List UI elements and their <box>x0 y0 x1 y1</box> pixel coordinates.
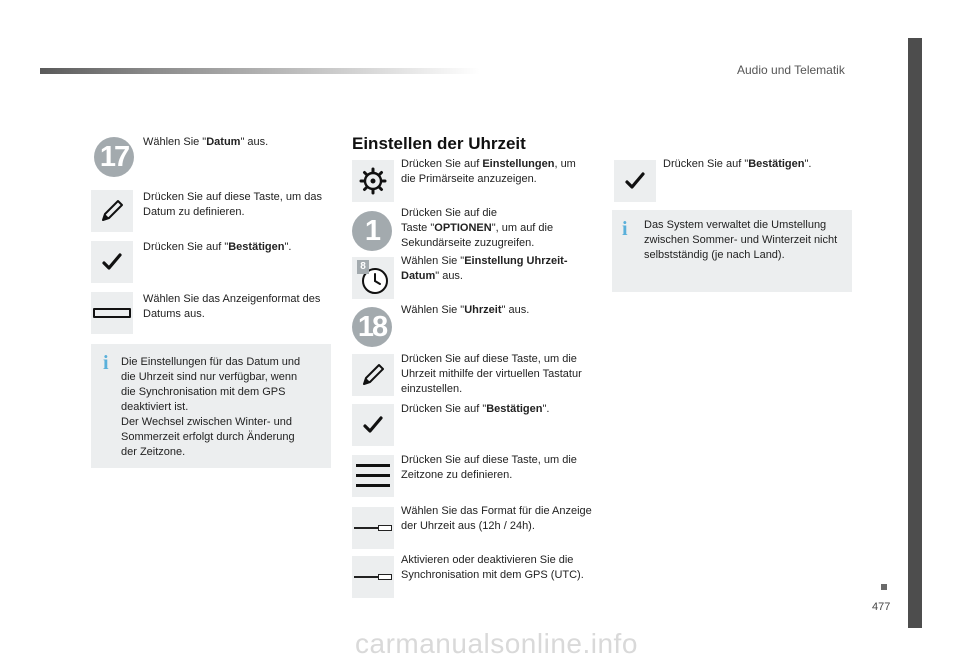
page-marker <box>881 584 887 590</box>
confirm-text: Drücken Sie auf "Bestätigen". <box>143 241 292 253</box>
clock-button[interactable] <box>352 257 394 299</box>
section-title: Audio und Telematik <box>737 63 845 77</box>
toggle-icon <box>354 576 392 578</box>
menu-icon <box>356 462 390 490</box>
format-bar-icon <box>93 308 131 318</box>
confirm-time-text: Drücken Sie auf "Bestätigen". <box>401 403 550 415</box>
page-edge-bar <box>908 38 922 628</box>
format-text: Wählen Sie das Anzeigenformat des Datums aus. <box>143 293 321 320</box>
confirm-text-right: Drücken Sie auf "Bestätigen". <box>663 158 812 170</box>
pencil-icon <box>98 197 126 225</box>
step-17-text: Wählen Sie "Datum" aus. <box>143 136 269 148</box>
confirm-button-right[interactable] <box>614 160 656 202</box>
time-format-text: Wählen Sie das Format für die Anzeige der Uhrzeit aus (12h / 24h). <box>401 505 592 532</box>
pencil-button[interactable] <box>91 190 133 232</box>
info-icon: i <box>622 218 628 240</box>
header-gradient-bar <box>40 68 480 74</box>
gear-icon <box>359 167 387 195</box>
format-selector[interactable] <box>91 292 133 334</box>
timezone-text: Drücken Sie auf diese Taste, um die Zeitzone zu definieren. <box>401 454 577 481</box>
info-box-date <box>91 344 331 468</box>
info-text: Die Einstellungen für das Datum und die Uhrzeit sind nur verfügbar, wenn die Synchronisation mit dem GPS deaktiviert ist. Der Wechsel zwischen Winter- und Sommerzeit erfolgt durch Änderung der Zeitzone. <box>121 356 301 458</box>
step-17-badge: 17 <box>94 137 134 177</box>
section-heading: Einstellen der Uhrzeit <box>352 134 526 153</box>
gps-sync-toggle[interactable] <box>352 556 394 598</box>
time-pencil-button[interactable] <box>352 354 394 396</box>
checkmark-icon <box>624 170 646 192</box>
time-pencil-text: Drücken Sie auf diese Taste, um die Uhrzeit mithilfe der virtuellen Tastatur einzustellen. <box>401 353 582 395</box>
watermark: carmanualsonline.info <box>355 628 638 659</box>
info-icon: i <box>103 352 109 374</box>
step-18-text: Wählen Sie "Uhrzeit" aus. <box>401 304 530 316</box>
settings-button[interactable] <box>352 160 394 202</box>
confirm-time-button[interactable] <box>352 404 394 446</box>
step-1-badge: 1 <box>352 211 392 251</box>
clock-badge: 8 <box>357 260 369 274</box>
timezone-menu-button[interactable] <box>352 455 394 497</box>
pencil-text: Drücken Sie auf diese Taste, um das Datum zu definieren. <box>143 191 322 218</box>
checkmark-icon <box>362 414 384 436</box>
info-text-dst: Das System verwaltet die Umstellung zwischen Sommer- und Winterzeit nicht selbstständig (je nach Land). <box>644 219 838 261</box>
gps-sync-text: Aktivieren oder deaktivieren Sie die Synchronisation mit dem GPS (UTC). <box>401 554 584 581</box>
checkmark-icon <box>101 251 123 273</box>
settings-text: Drücken Sie auf Einstellungen, um die Primärseite anzuzeigen. <box>401 158 576 185</box>
toggle-icon <box>354 527 392 529</box>
step-18-badge: 18 <box>352 307 392 347</box>
info-box-dst <box>612 210 852 292</box>
time-format-toggle[interactable] <box>352 507 394 549</box>
step-1-text: Drücken Sie auf die Taste "OPTIONEN", um auf die Sekundärseite zuzugreifen. <box>401 207 554 249</box>
clock-text: Wählen Sie "Einstellung Uhrzeit-Datum" aus. <box>401 255 568 282</box>
page-number: 477 <box>872 601 891 613</box>
confirm-button[interactable] <box>91 241 133 283</box>
pencil-icon <box>359 361 387 389</box>
